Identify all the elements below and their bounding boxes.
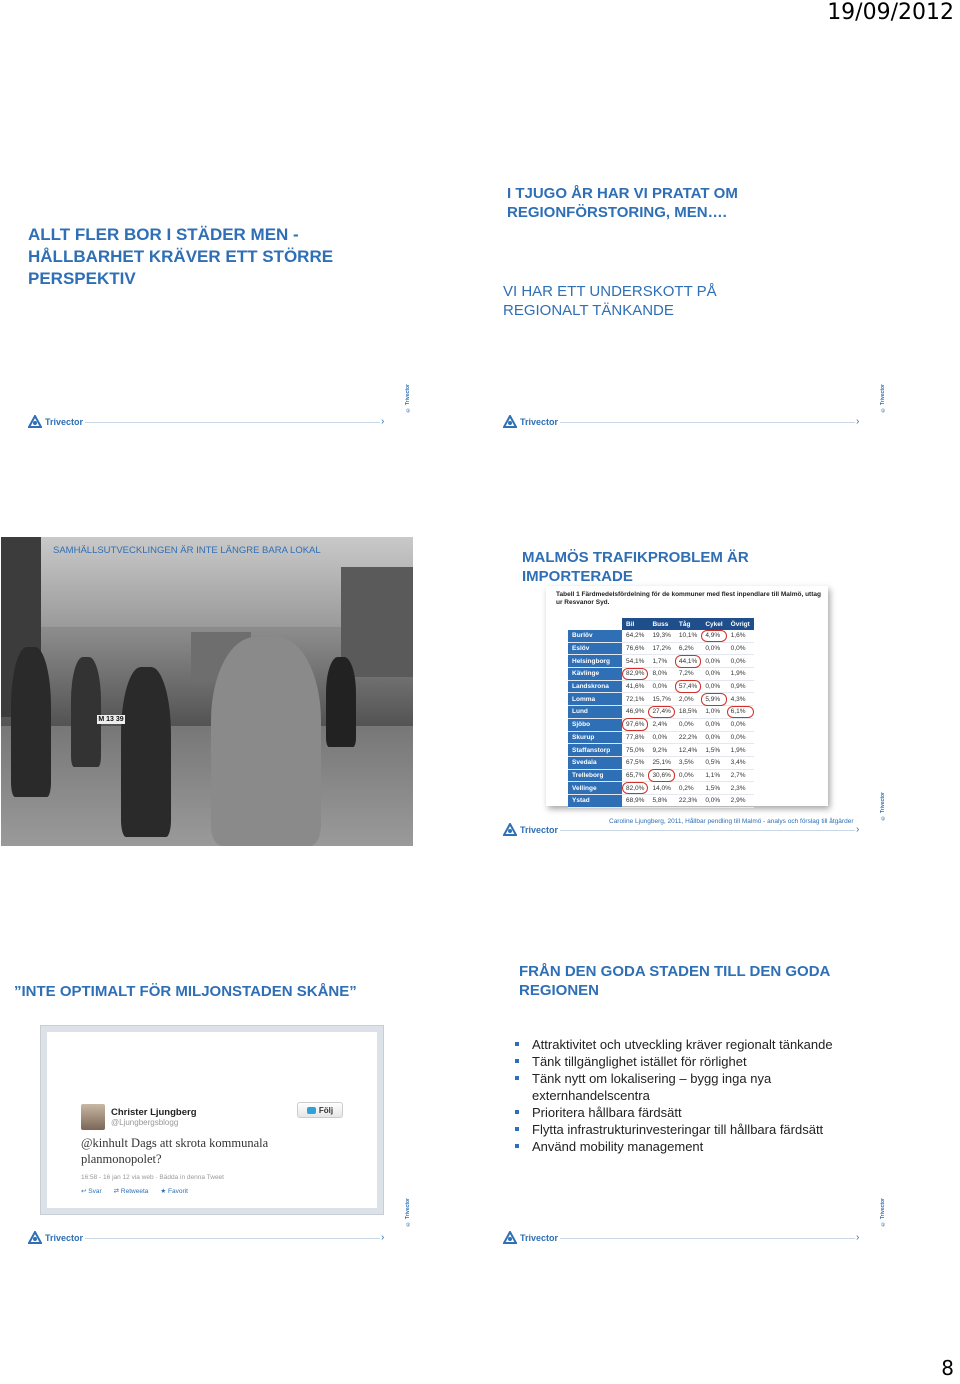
copyright-vertical: © Trivector [405,384,411,413]
slide4-title-line: IMPORTERADE [522,568,633,585]
table-cell: 19,3% [648,630,674,642]
table-cell-highlighted: 6,1% [727,706,754,719]
trivector-logo [503,415,558,429]
reply-action[interactable] [81,1187,102,1195]
table-cell-highlighted: 44,1% [675,655,701,668]
logo-text: Trivector [520,825,559,835]
table-cell: 8,0% [648,668,674,681]
tweet-text [81,1135,268,1167]
table-cell: 1,1% [701,769,726,782]
municipality-cell: Staffanstorp [568,744,622,757]
tweet-text-line: @kinhult Dags att skrota kommunala [81,1136,269,1150]
table-cell-highlighted: 5,9% [701,693,726,706]
municipality-cell: Vellinge [568,782,622,795]
footer-divider [85,422,380,423]
slide4-title-line: MALMÖS TRAFIKPROBLEM ÄR [522,549,749,566]
retweet-action[interactable] [114,1187,149,1195]
chevron-right-icon: › [381,416,385,427]
table-cell: 10,1% [675,630,701,642]
slide1-title-line: PERSPEKTIV [28,269,136,288]
table-cell: 12,4% [675,744,701,757]
table-cell: 22,3% [675,794,701,807]
table-cell: 1,7% [648,655,674,668]
table-row [568,655,754,668]
table-cell: 64,2% [622,630,648,642]
municipality-cell: Ystad [568,794,622,807]
twitter-bird-icon [307,1107,316,1114]
table-cell: 5,8% [648,794,674,807]
trivector-logo-icon [503,1231,517,1245]
photo-person [121,667,171,837]
table-cell-highlighted: 27,4% [648,706,674,719]
photo-cyclist [211,637,321,846]
caption-line: ur Resvanor Syd. [556,599,610,606]
table-cell-highlighted: 97,6% [622,718,648,731]
table-cell: 54,1% [622,655,648,668]
table-cell: 2,0% [675,693,701,706]
tweet-text-line: planmonopolet? [81,1152,162,1166]
slide2-title-line: I TJUGO ÅR HAR VI PRATAT OM [507,185,738,202]
trivector-logo [28,415,83,429]
table-row [568,668,754,681]
table-cell: 15,7% [648,693,674,706]
trivector-logo-icon [503,823,517,837]
follow-button[interactable] [297,1102,343,1118]
table-cell-highlighted: 4,9% [701,630,726,642]
table-cell: 0,9% [727,680,754,693]
slide2-title-line: REGIONFÖRSTORING, MEN…. [507,204,727,221]
star-icon: ★ [160,1188,167,1195]
chevron-right-icon: › [856,1232,860,1243]
table-cell: 4,3% [727,693,754,706]
reply-label: Svar [88,1188,102,1195]
logo-text: Trivector [45,417,84,427]
table-cell: 1,6% [727,630,754,642]
municipality-cell: Lund [568,706,622,719]
tweet-actions [81,1187,188,1195]
table-cell: 0,5% [701,756,726,769]
logo-text: Trivector [45,1233,84,1243]
table-cell: 0,0% [701,655,726,668]
chevron-right-icon: › [381,1232,385,1243]
column-header [568,618,622,630]
slide6-bullet-list [515,1036,865,1155]
list-item: Tänk nytt om lokalisering – bygg inga nya externhandelscentra [515,1070,865,1104]
table-row [568,630,754,642]
table-cell: 77,8% [622,731,648,744]
footer-divider [560,830,855,831]
municipality-cell: Burlöv [568,630,622,642]
list-item: Tänk tillgänglighet istället för rörlighet [515,1053,865,1070]
table-cell: 2,3% [727,782,754,795]
logo-text: Trivector [520,417,559,427]
table-cell: 65,7% [622,769,648,782]
municipality-cell: Kävlinge [568,668,622,681]
table-cell: 0,0% [675,769,701,782]
table-cell: 0,0% [701,680,726,693]
column-header: Tåg [675,618,701,630]
table-cell: 72,1% [622,693,648,706]
table-row [568,642,754,655]
table-cell-highlighted: 30,6% [648,769,674,782]
table-cell: 2,4% [648,718,674,731]
table-cell: 0,0% [701,718,726,731]
favorite-label: Favorit [168,1188,188,1195]
table-cell: 17,2% [648,642,674,655]
logo-text: Trivector [520,1233,559,1243]
table-cell-highlighted: 57,4% [675,680,701,693]
copyright-vertical: © Trivector [880,1198,886,1227]
avatar [81,1104,105,1130]
municipality-cell: Trelleborg [568,769,622,782]
table-cell: 3,4% [727,756,754,769]
list-item: Flytta infrastrukturinvesteringar till hållbara färdsätt [515,1121,865,1138]
copyright-vertical: © Trivector [880,792,886,821]
table-row [568,744,754,757]
municipality-cell: Helsingborg [568,655,622,668]
table-cell: 0,0% [727,718,754,731]
table-cell: 68,9% [622,794,648,807]
table-cell: 0,0% [727,731,754,744]
travel-mode-table-card [546,586,828,806]
table-caption [556,591,826,607]
copyright-vertical: © Trivector [405,1198,411,1227]
table-cell: 41,6% [622,680,648,693]
trivector-logo [28,1231,83,1245]
table-cell: 18,5% [675,706,701,719]
table-cell: 1,0% [701,706,726,719]
favorite-action[interactable] [160,1187,188,1195]
table-cell: 67,5% [622,756,648,769]
table-cell: 7,2% [675,668,701,681]
slide3-title: SAMHÄLLSUTVECKLINGEN ÄR INTE LÄNGRE BARA LOKAL [53,545,321,556]
table-row [568,769,754,782]
tweet-card [47,1032,377,1208]
slide2-title-line: VI HAR ETT UNDERSKOTT PÅ [503,283,717,300]
trivector-logo-icon [28,1231,42,1245]
footer-divider [85,1238,380,1239]
municipality-cell: Svedala [568,756,622,769]
follow-button-label: Följ [318,1105,334,1115]
municipality-cell: Sjöbo [568,718,622,731]
chevron-right-icon: › [856,416,860,427]
reply-icon: ↩ [81,1188,87,1195]
slide5-title: ”INTE OPTIMALT FÖR MILJONSTADEN SKÅNE” [14,983,357,1000]
slide6-title [519,962,879,1000]
slide6-title-line: REGIONEN [519,982,600,999]
slide2-title-1 [507,184,867,222]
photo-person [11,647,51,797]
tweet-author-handle[interactable]: @Ljungbergsblogg [111,1118,179,1127]
tweet-screenshot [40,1025,384,1215]
tweet-author-name[interactable]: Christer Ljungberg [111,1107,197,1118]
table-cell: 2,9% [727,794,754,807]
table-cell: 0,2% [675,782,701,795]
table-cell: 1,9% [727,744,754,757]
table-cell: 76,6% [622,642,648,655]
table-cell: 9,2% [648,744,674,757]
table-cell-highlighted: 82,0% [622,782,648,795]
table-cell: 25,1% [648,756,674,769]
slide1-title-line: HÅLLBARHET KRÄVER ETT STÖRRE [28,247,334,266]
table-cell: 0,0% [701,642,726,655]
trivector-logo-icon [28,415,42,429]
chevron-right-icon: › [856,824,860,835]
table-cell: 0,0% [675,718,701,731]
photo-person [71,657,101,767]
travel-mode-table [568,618,754,808]
trivector-logo-icon [503,415,517,429]
table-cell: 3,5% [675,756,701,769]
slide2-title-2 [503,282,863,320]
table-source: Caroline Ljungberg, 2011, Hållbar pendling till Malmö - analys och förslag till åtgärder [609,818,854,825]
list-item: Använd mobility management [515,1138,865,1155]
retweet-label: Retweeta [120,1188,149,1195]
column-header: Bil [622,618,648,630]
page-number: 8 [941,1356,954,1380]
photo-building [341,567,413,677]
caption-line: Tabell 1 Färdmedelsfördelning för de kommuner med flest inpendlare till Malmö, uttag [556,591,821,598]
slide1-title [28,224,388,290]
table-row [568,693,754,706]
table-cell: 0,0% [701,794,726,807]
list-item: Prioritera hållbara färdsätt [515,1104,865,1121]
table-row [568,794,754,807]
table-cell: 0,0% [648,731,674,744]
trivector-logo [503,823,558,837]
table-row [568,680,754,693]
table-row [568,718,754,731]
table-cell: 1,5% [701,744,726,757]
license-plate: M 13 39 [98,716,124,723]
slide1-title-line: ALLT FLER BOR I STÄDER MEN - [28,225,299,244]
table-cell: 6,2% [675,642,701,655]
retweet-icon: ⇄ [113,1188,120,1195]
footer-divider [560,1238,855,1239]
slide4-title [522,548,862,586]
table-cell: 1,5% [701,782,726,795]
photo-person [326,657,356,747]
table-cell: 0,0% [727,655,754,668]
table-cell: 0,0% [701,731,726,744]
slide6-title-line: FRÅN DEN GODA STADEN TILL DEN GODA [519,963,831,980]
municipality-cell: Skurup [568,731,622,744]
trivector-logo [503,1231,558,1245]
list-item: Attraktivitet och utveckling kräver regionalt tänkande [515,1036,865,1053]
table-header-row [568,618,754,630]
municipality-cell: Lomma [568,693,622,706]
table-cell: 75,0% [622,744,648,757]
table-cell: 0,0% [701,668,726,681]
table-cell: 22,2% [675,731,701,744]
table-cell: 1,9% [727,668,754,681]
table-row [568,731,754,744]
table-cell: 2,7% [727,769,754,782]
tweet-meta: 16:58 - 16 jan 12 via web · Bädda in denna Tweet [81,1174,224,1181]
column-header: Övrigt [727,618,754,630]
table-row [568,782,754,795]
table-cell: 46,9% [622,706,648,719]
column-header: Buss [648,618,674,630]
table-row [568,756,754,769]
document-date: 19/09/2012 [827,0,954,25]
historic-cyclists-photo [1,537,413,846]
municipality-cell: Landskrona [568,680,622,693]
footer-divider [560,422,855,423]
table-cell: 0,0% [648,680,674,693]
slide2-title-line: REGIONALT TÄNKANDE [503,302,674,319]
copyright-vertical: © Trivector [880,384,886,413]
column-header: Cykel [701,618,726,630]
municipality-cell: Eslöv [568,642,622,655]
table-cell: 14,0% [648,782,674,795]
table-row [568,706,754,719]
table-cell: 0,0% [727,642,754,655]
table-cell-highlighted: 82,9% [622,668,648,681]
